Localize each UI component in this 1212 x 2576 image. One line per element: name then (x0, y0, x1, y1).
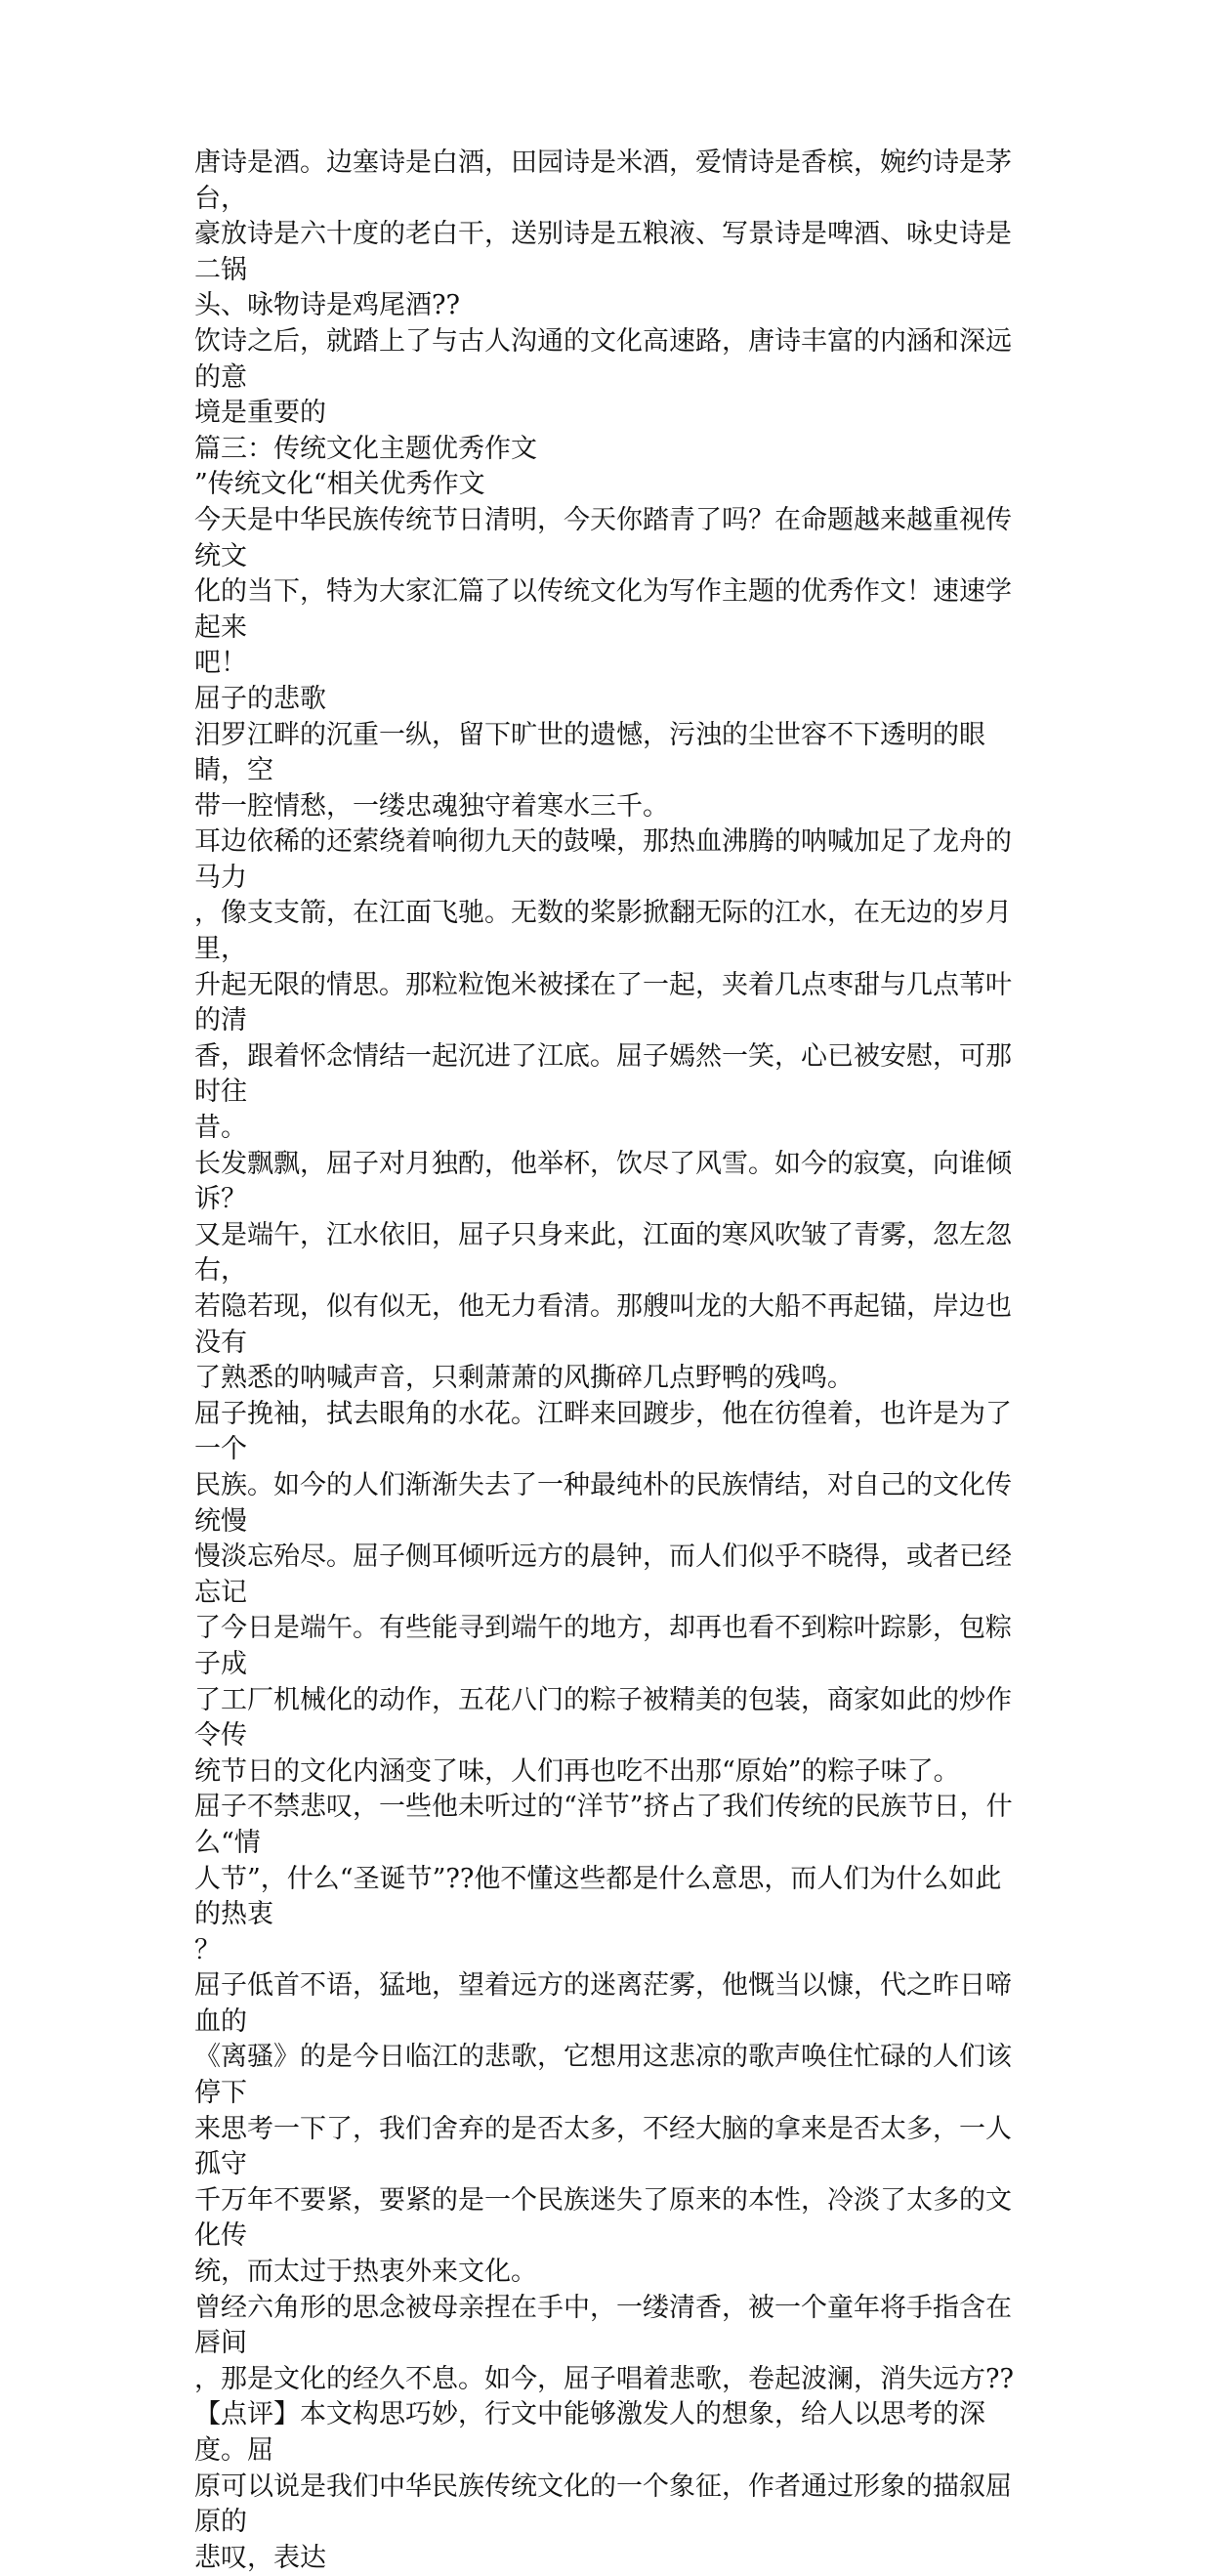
paragraph-7: 汨罗江畔的沉重一纵，留下旷世的遗憾，污浊的尘世容不下透明的眼睛，空 带一腔情愁，一缕忠魂独守着寒水三千。 (194, 719, 985, 822)
paragraph-13: 曾经六角形的思念被母亲捏在手中，一缕清香，被一个童年将手指含在唇间 ，那是文化的经久不息。如今，屈子唱着悲歌，卷起波澜，消失远方?? (194, 2292, 1014, 2394)
paragraph-10: 屈子挽袖，拭去眼角的水花。江畔来回踱步，他在彷徨着，也许是为了一个 民族。如今的人们渐渐失去了一种最纯朴的民族情结，对自己的文化传统慢 慢淡忘殆尽。屈子侧耳倾听远方的晨钟，而人们似乎不晓得，或者已经忘记 了今日是端午。有些能寻到端午的地方，却再也看不到粽叶踪影，包粽子成 了工厂机械化的动作，五花八门的粽子被精美的包装，商家如此的炒作令传 统节日的文化内涵变了味，人们再也吃不出那“原始”的粽子味了。 (194, 1398, 1012, 1787)
section-heading: 篇三：传统文化主题优秀作文 (194, 433, 537, 464)
section-subheading: ”传统文化“相关优秀作文 (194, 469, 485, 500)
paragraph-12: 屈子低首不语，猛地，望着远方的迷离茫雾，他慨当以慷，代之昨日啼血的 《离骚》的是今日临江的悲歌，它想用这悲凉的歌声唤住忙碌的人们该停下 来思考一下了，我们舍弃的是否太多，不经大脑的拿来是否太多，一人孤守 千万年不要紧，要紧的是一个民族迷失了原来的本性，冷淡了太多的文化传 统，而太过于热衷外来文化。 (194, 1970, 1012, 2288)
paragraph-9: 长发飘飘，屈子对月独酌，他举杯，饮尽了风雪。如今的寂寞，向谁倾诉？ 又是端午，江水依旧，屈子只身来此，江面的寒风吹皱了青雾，忽左忽右， 若隐若现，似有似无，他无力看清。那艘叫龙的大船不再起锚，岸边也没有 了熟悉的呐喊声音，只剩萧萧的风撕碎几点野鸭的残鸣。 (194, 1148, 1012, 1394)
essay-title: 屈子的悲歌 (194, 683, 326, 714)
paragraph-2: 饮诗之后，就踏上了与古人沟通的文化高速路，唐诗丰富的内涵和深远的意 境是重要的 (194, 325, 1012, 429)
paragraph-1: 唐诗是酒。边塞诗是白酒，田园诗是米酒，爱情诗是香槟，婉约诗是茅台， 豪放诗是六十度的老白干，送别诗是五粮液、写景诗是啤酒、咏史诗是二锅 头、咏物诗是鸡尾酒?? (194, 148, 1012, 321)
commentary-paragraph: 【点评】本文构思巧妙，行文中能够激发人的想象，给人以思考的深度。屈 原可以说是我们中华民族传统文化的一个象征，作者通过形象的描叙屈原的 悲叹，表达 (194, 2399, 1012, 2573)
paragraph-8: 耳边依稀的还萦绕着响彻九天的鼓噪，那热血沸腾的呐喊加足了龙舟的马力 ，像支支箭，在江面飞驰。无数的桨影掀翻无际的江水，在无边的岁月里， 升起无限的情思。那粒粒饱米被揉在了一起，夹着几点枣甜与几点苇叶的清 香，跟着怀念情结一起沉进了江底。屈子嫣然一笑，心已被安慰，可那时往 昔。 (194, 826, 1012, 1144)
paragraph-intro: 今天是中华民族传统节日清明，今天你踏青了吗？在命题越来越重视传统文 化的当下，特为大家汇篇了以传统文化为写作主题的优秀作文！速速学起来 吧！ (194, 504, 1012, 679)
paragraph-11: 屈子不禁悲叹，一些他未听过的“洋节”挤占了我们传统的民族节日，什么“情 人节”，什么“圣诞节”??他不懂这些都是什么意思，而人们为什么如此的热衷 ？ (194, 1792, 1013, 1965)
document-body (194, 146, 1017, 2576)
